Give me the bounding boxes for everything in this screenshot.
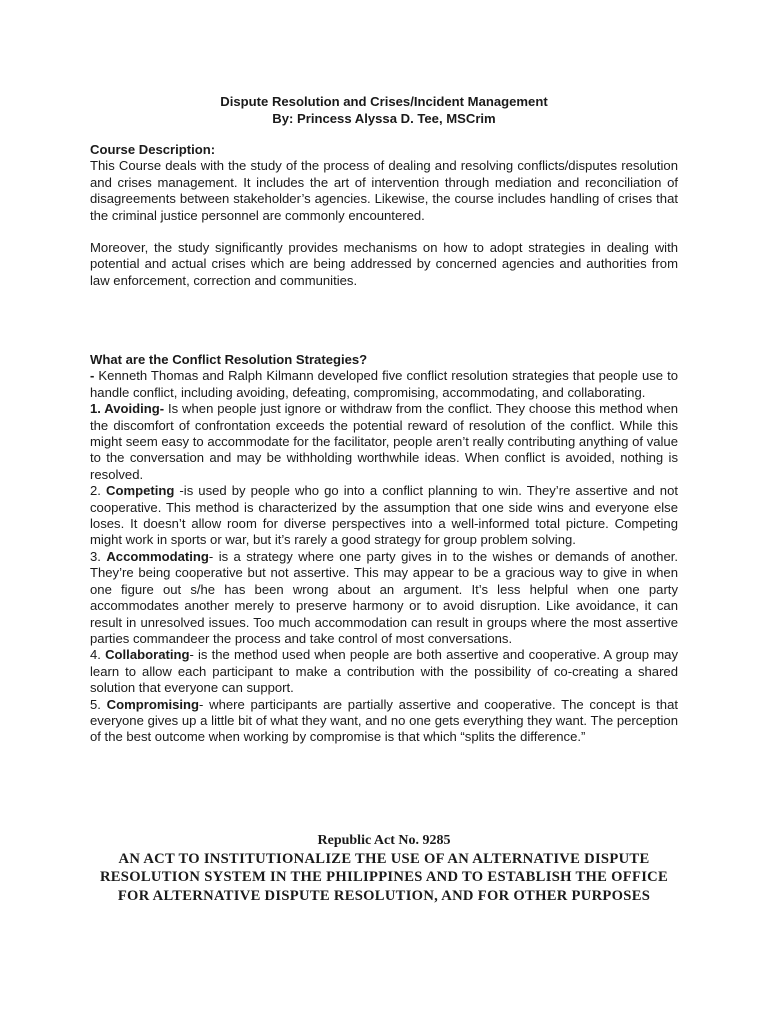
strategy-text: -is used by people who go into a conflict planning to win. They’re assertive and not cooperative. This method is characterized by the assumption that one side wins and everyone else loses. It doesn’t allow room for diverse perspectives into a well-informed total picture. Competing might work in sports or war, but it’s rarely a good strategy for group problem solving.: [90, 483, 678, 548]
document-title: Dispute Resolution and Crises/Incident Management: [220, 94, 548, 109]
intro-bullet: -: [90, 368, 95, 384]
course-description-paragraph-2: Moreover, the study significantly provides mechanisms on how to adopt strategies in dealing with potential and actual crises which are being addressed by concerned agencies and authorities from law enforcement, correction and communities.: [90, 240, 678, 288]
strategy-collaborating: [90, 647, 678, 696]
course-description-section: [90, 142, 678, 289]
document-header: [0, 93, 768, 127]
republic-act-title: AN ACT TO INSTITUTIONALIZE THE USE OF AN ALTERNATIVE DISPUTE RESOLUTION SYSTEM IN THE PHILIPPINES AND TO ESTABLISH THE OFFICE FOR ALTERNATIVE DISPUTE RESOLUTION, AND FOR OTHER PURPOSES: [99, 851, 669, 904]
strategy-text: - is a strategy where one party gives in to the wishes or demands of another. They’re being cooperative but not assertive. This may appear to be a gracious way to give in when one figure out s/he has been wrong about an argument. It’s less helpful when one party accommodates another merely to preserve harmony or to avoid disruption. Like avoidance, it can result in unresolved issues. Too much accommodation can result in groups where the most assertive parties commandeer the process and take control of most conversations.: [90, 548, 679, 646]
strategy-label: Accommodating: [106, 548, 209, 564]
strategies-heading: What are the Conflict Resolution Strategies?: [90, 352, 368, 367]
strategy-number: 4.: [90, 647, 106, 663]
strategy-text: - where participants are partially assertive and cooperative. The concept is that everyone gives up a little bit of what they want, and no one gets everything they want. The perception of the best outcome when working by compromise is that which “splits the difference.”: [90, 696, 678, 745]
strategy-label: 1. Avoiding-: [90, 401, 165, 417]
document-author: By: Princess Alyssa D. Tee, MSCrim: [272, 111, 496, 126]
strategy-label: Compromising: [106, 696, 200, 712]
intro-text: Kenneth Thomas and Ralph Kilmann developed five conflict resolution strategies that people use to handle conflict, including avoiding, defeating, compromising, accommodating, and collaborating.: [90, 368, 678, 400]
strategy-number: 5.: [90, 696, 107, 712]
strategy-text: - is the method used when people are both assertive and cooperative. A group may learn to allow each participant to make a contribution with the possibility of co-creating a shared solution that everyone can support.: [90, 647, 678, 696]
strategy-label: Competing: [105, 483, 175, 499]
strategies-section: [90, 352, 678, 746]
republic-act-section: [0, 832, 768, 905]
strategy-accommodating: [90, 549, 678, 647]
strategies-intro: [90, 368, 678, 401]
course-description-paragraph-1: This Course deals with the study of the process of dealing and resolving conflicts/disputes resolution and crises management. It includes the art of intervention through mediation and reconciliation of disagreements between stakeholder’s agencies. Likewise, the course includes handling of crises that the criminal justice personnel are commonly encountered.: [90, 158, 678, 223]
strategy-avoiding: [90, 401, 678, 483]
course-description-heading: Course Description:: [90, 142, 216, 157]
strategy-text: Is when people just ignore or withdraw from the conflict. They choose this method when the discomfort of confrontation exceeds the potential reward of resolution of the conflict. While this might seem easy to accommodate for the facilitator, people aren’t really contributing anything of value to the conversation and may be withholding worthwhile ideas. When conflict is avoided, nothing is resolved.: [90, 401, 679, 482]
strategy-compromising: [90, 697, 678, 746]
republic-act-number: Republic Act No. 9285: [317, 833, 451, 848]
strategy-label: Collaborating: [105, 647, 190, 663]
strategy-number: 3.: [90, 548, 107, 564]
strategy-number: 2.: [90, 483, 106, 499]
strategy-competing: [90, 483, 678, 549]
